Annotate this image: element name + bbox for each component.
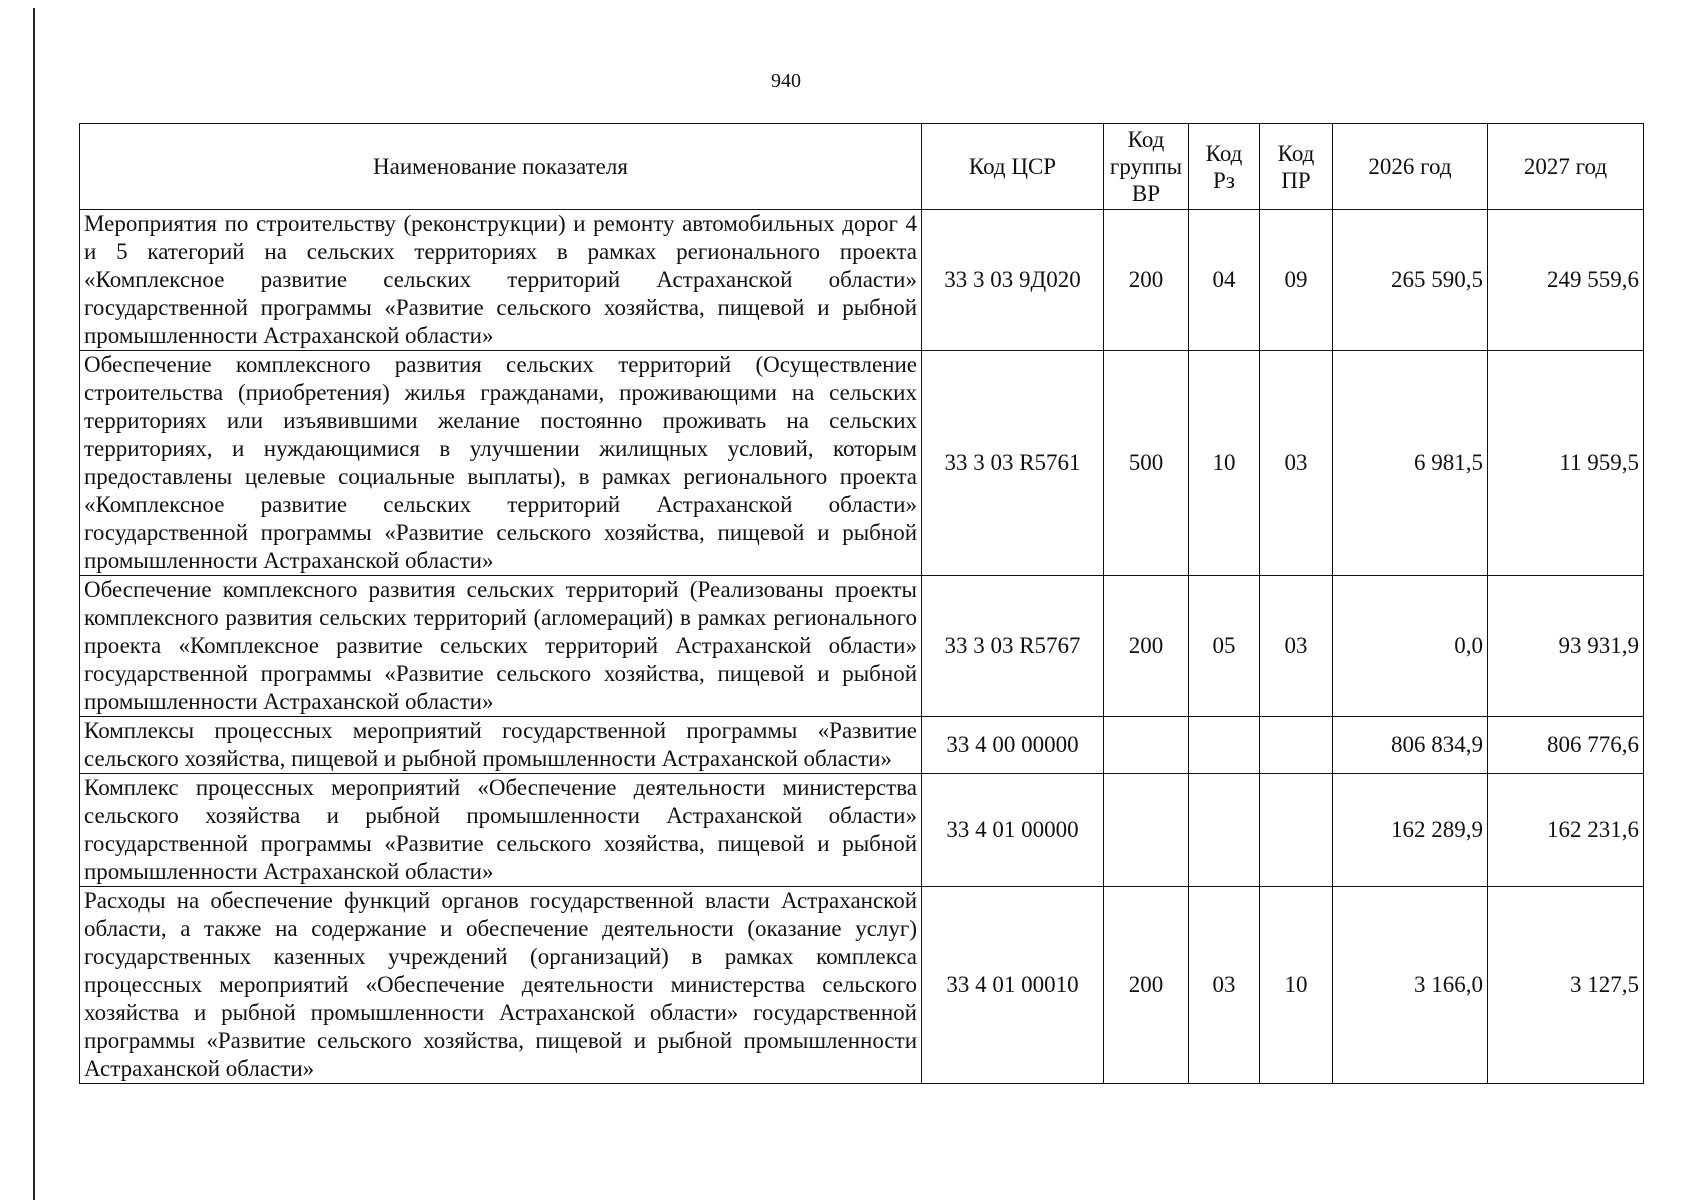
row-csr: 33 4 01 00010: [922, 887, 1104, 1084]
page-number: [0, 70, 1697, 93]
row-2026: 0,0: [1333, 576, 1488, 717]
header-rz-line2: Рз: [1213, 167, 1235, 193]
header-year-2026: 2026 год: [1333, 124, 1488, 210]
row-2026: 806 834,9: [1333, 717, 1488, 774]
table-row: [80, 210, 1644, 351]
table-row: [80, 887, 1644, 1084]
row-pr: 03: [1260, 351, 1333, 576]
header-pr: [1260, 124, 1333, 210]
row-2026: 6 981,5: [1333, 351, 1488, 576]
row-csr: 33 3 03 R5767: [922, 576, 1104, 717]
header-rz: [1189, 124, 1260, 210]
row-rz: 05: [1189, 576, 1260, 717]
row-pr: [1260, 774, 1333, 887]
table-row: [80, 717, 1644, 774]
row-2026: 162 289,9: [1333, 774, 1488, 887]
header-vr-line3: ВР: [1131, 181, 1161, 206]
row-rz: 10: [1189, 351, 1260, 576]
row-vr: [1104, 717, 1189, 774]
row-rz: 03: [1189, 887, 1260, 1084]
row-csr: 33 4 00 00000: [922, 717, 1104, 774]
row-rz: [1189, 774, 1260, 887]
row-2027: 93 931,9: [1488, 576, 1644, 717]
row-vr: 200: [1104, 210, 1189, 351]
page-number-text: 940: [771, 70, 801, 92]
row-pr: [1260, 717, 1333, 774]
header-vr-line2: группы: [1109, 154, 1183, 179]
row-2027: 11 959,5: [1488, 351, 1644, 576]
row-2026: 265 590,5: [1333, 210, 1488, 351]
row-pr: 09: [1260, 210, 1333, 351]
header-pr-line2: ПР: [1281, 167, 1311, 193]
row-pr: 03: [1260, 576, 1333, 717]
table-body: [80, 210, 1644, 1084]
row-rz: [1189, 717, 1260, 774]
row-csr: 33 4 01 00000: [922, 774, 1104, 887]
row-csr: 33 3 03 9Д020: [922, 210, 1104, 351]
row-2027: 249 559,6: [1488, 210, 1644, 351]
row-vr: [1104, 774, 1189, 887]
row-name: Комплекс процессных мероприятий «Обеспечение деятельности министерства сельского хозяйства и рыбной промышленности Астраханской области» государственной программы «Развитие сельского хозяйства, пищевой и рыбной промышленности Астраханской области»: [80, 774, 922, 887]
binding-margin-line: [33, 8, 35, 1200]
table-row: [80, 351, 1644, 576]
table-header: [80, 124, 1644, 210]
header-pr-line1: Код: [1277, 140, 1315, 166]
header-csr: Код ЦСР: [922, 124, 1104, 210]
row-2026: 3 166,0: [1333, 887, 1488, 1084]
row-name: Расходы на обеспечение функций органов государственной власти Астраханской области, а также на содержание и обеспечение деятельности (оказание услуг) государственных казенных учреждений (организаций) в рамках комплекса процессных мероприятий «Обеспечение деятельности министерства сельского хозяйства и рыбной промышленности Астраханской области» государственной программы «Развитие сельского хозяйства, пищевой и рыбной промышленности Астраханской области»: [80, 887, 922, 1084]
table-row: [80, 576, 1644, 717]
header-row: [80, 124, 1644, 210]
row-name: Комплексы процессных мероприятий государственной программы «Развитие сельского хозяйства, пищевой и рыбной промышленности Астраханской области»: [80, 717, 922, 774]
row-name: Обеспечение комплексного развития сельских территорий (Осуществление строительства (приобретения) жилья гражданами, проживающими на сельских территориях или изъявившими желание постоянно проживать на сельских территориях, и нуждающимися в улучшении жилищных условий, которым предоставлены целевые социальные выплаты), в рамках регионального проекта «Комплексное развитие сельских территорий Астраханской области» государственной программы «Развитие сельского хозяйства, пищевой и рыбной промышленности Астраханской области»: [80, 351, 922, 576]
row-vr: 200: [1104, 887, 1189, 1084]
row-name: Обеспечение комплексного развития сельских территорий (Реализованы проекты комплексного развития сельских территорий (агломераций) в рамках регионального проекта «Комплексное развитие сельских территорий Астраханской области» государственной программы «Развитие сельского хозяйства, пищевой и рыбной промышленности Астраханской области»: [80, 576, 922, 717]
row-2027: 3 127,5: [1488, 887, 1644, 1084]
header-vr: [1104, 124, 1189, 210]
row-vr: 500: [1104, 351, 1189, 576]
row-csr: 33 3 03 R5761: [922, 351, 1104, 576]
table-row: [80, 774, 1644, 887]
budget-table: [79, 123, 1644, 1084]
header-year-2027: 2027 год: [1488, 124, 1644, 210]
row-pr: 10: [1260, 887, 1333, 1084]
header-rz-line1: Код: [1205, 140, 1243, 166]
row-2027: 162 231,6: [1488, 774, 1644, 887]
row-rz: 04: [1189, 210, 1260, 351]
row-name: Мероприятия по строительству (реконструкции) и ремонту автомобильных дорог 4 и 5 категорий на сельских территориях в рамках регионального проекта «Комплексное развитие сельских территорий Астраханской области» государственной программы «Развитие сельского хозяйства, пищевой и рыбной промышленности Астраханской области»: [80, 210, 922, 351]
header-vr-line1: Код: [1127, 127, 1165, 152]
row-vr: 200: [1104, 576, 1189, 717]
row-2027: 806 776,6: [1488, 717, 1644, 774]
header-name: Наименование показателя: [80, 124, 922, 210]
